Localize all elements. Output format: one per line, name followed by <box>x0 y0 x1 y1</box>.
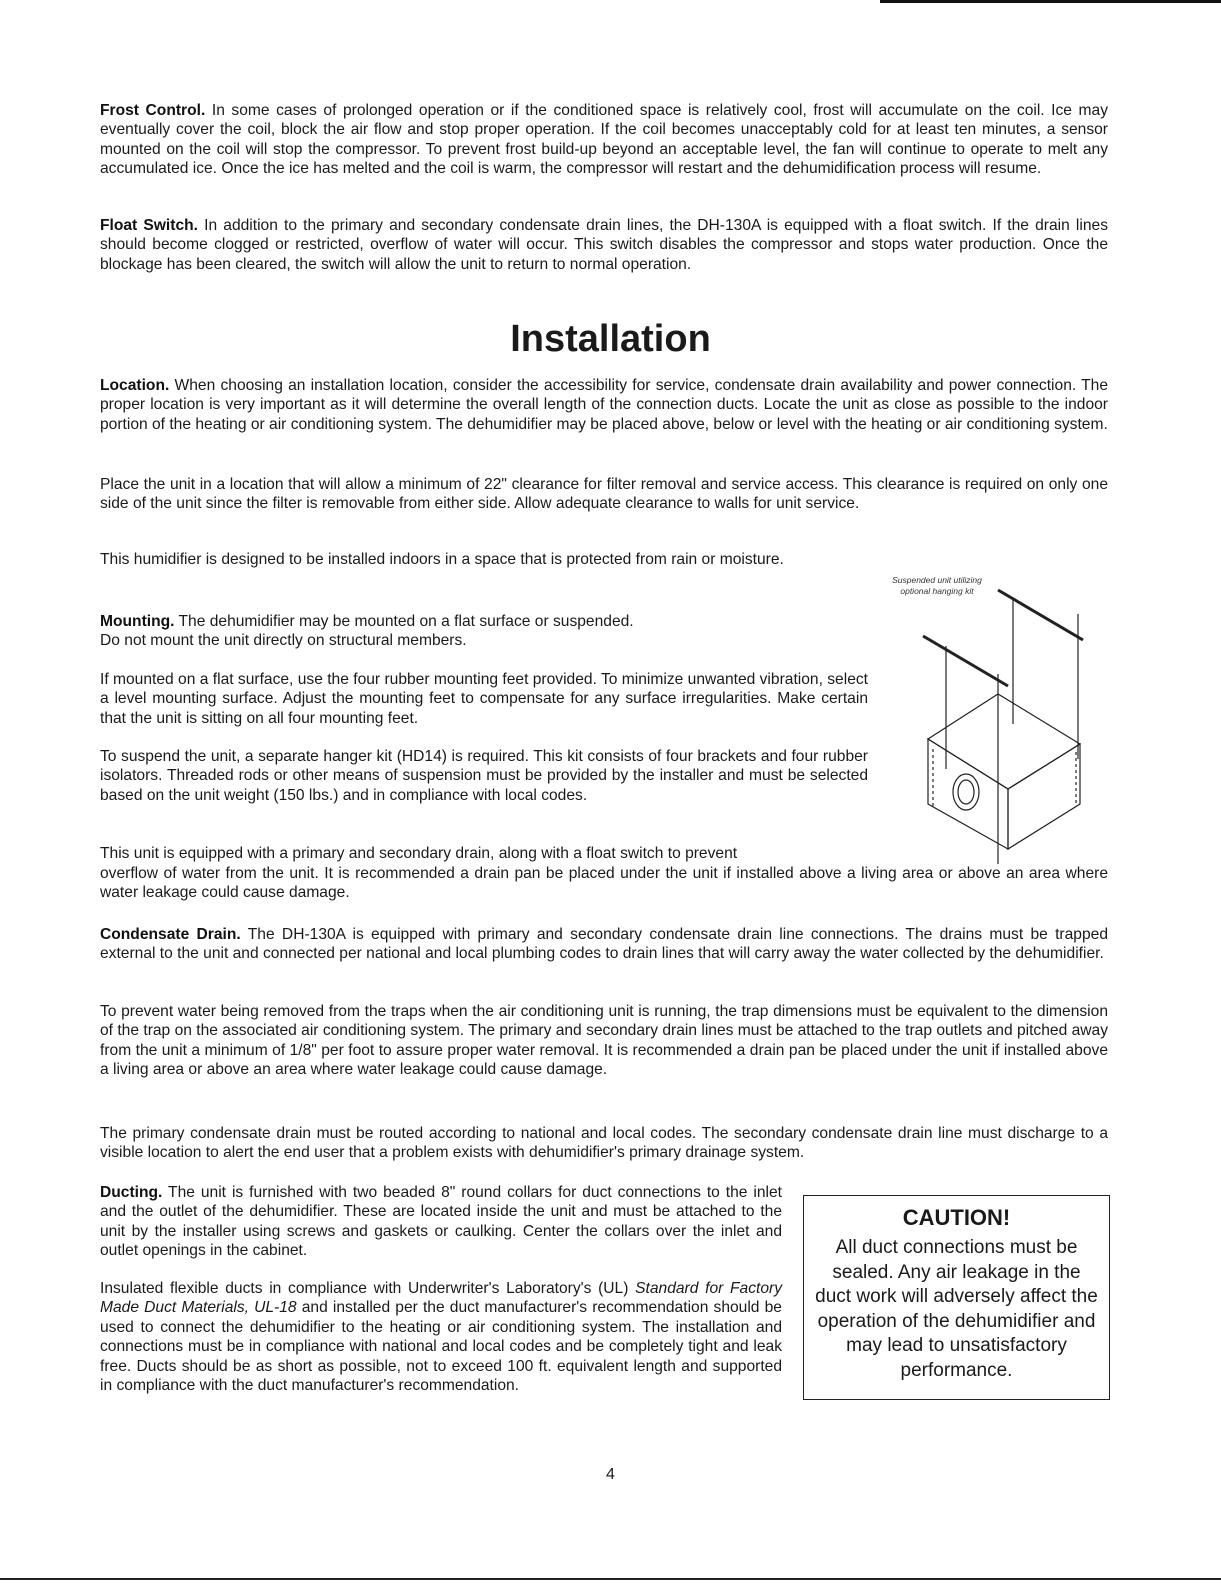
location-paragraph <box>100 376 1108 434</box>
drain-float-paragraph-a: This unit is equipped with a primary and secondary drain, along with a float switch to prevent <box>100 845 738 862</box>
trap-paragraph: To prevent water being removed from the traps when the air conditioning unit is running, the trap dimensions must be equivalent to the dimension of the trap on the associated air conditioning system. The primary and secondary drain lines must be attached to the trap outlets and pitched away from the unit a minimum of 1/8" per foot to assure proper water removal. It is recommended a drain pan be placed under the unit if installed above a living area or above an area where water leakage could cause damage. <box>100 1003 1108 1079</box>
page-number: 4 <box>606 1466 615 1483</box>
float-switch-text: In addition to the primary and secondary condensate drain lines, the DH-130A is equipped with a float switch. If the drain lines should become clogged or restricted, overflow of water will occur. This switch disables the compressor and stops water production. Once the blockage has been cleared, the switch will allow the unit to return to normal operation. <box>100 217 1108 273</box>
hanger-bracket <box>923 636 1008 686</box>
section-heading: Installation <box>510 318 711 360</box>
figure-caption-line1: Suspended unit utilizing <box>892 575 982 585</box>
duct-collar-inner <box>958 780 974 804</box>
ducting-paragraph <box>100 1183 782 1261</box>
routing-paragraph: The primary condensate drain must be routed according to national and local codes. The secondary condensate drain line must discharge to a visible location to alert the end user that a problem exists with dehumidifier's primary drainage system. <box>100 1125 1108 1162</box>
ducting-text: The unit is furnished with two beaded 8" round collars for duct connections to the inlet and the outlet of the dehumidifier. These are located inside the unit and must be attached to the unit by the installer using screws and gaskets or caulking. Center the collars over the inlet and outlet openings in the cabinet. <box>100 1184 782 1260</box>
condensate-paragraph <box>100 925 1108 964</box>
location-text: When choosing an installation location, consider the accessibility for service, condensate drain availability and power connection. The proper location is very important as it will determine the overall length of the connection ducts. Locate the unit as close as possible to the indoor portion of the heating or air conditioning system. The dehumidifier may be placed above, below or level with the heating or air conditioning system. <box>100 377 1108 433</box>
drain-float-paragraph-b: overflow of water from the unit. It is recommended a drain pan be placed under the unit if installed above a living area or above an area where water leakage could cause damage. <box>100 865 1108 902</box>
flat-surface-paragraph: If mounted on a flat surface, use the four rubber mounting feet provided. To minimize unwanted vibration, select a level mounting surface. Adjust the mounting feet to compensate for any surface irregularities. Make certain that the unit is sitting on all four mounting feet. <box>100 671 868 727</box>
unit-front <box>928 739 1008 849</box>
location-title: Location. <box>100 377 170 394</box>
frost-control-text: In some cases of prolonged operation or if the conditioned space is relatively cool, frost will accumulate on the coil. Ice may eventually cover the coil, block the air flow and stop proper operation. If the coil becomes unacceptably cold for at least ten minutes, a sensor mounted on the coil will stop the compressor. To prevent frost build-up beyond an acceptable level, the fan will continue to operate to melt any accumulated ice. Once the ice has melted and the coil is warm, the compressor will restart and the dehumidification process will resume. <box>100 102 1108 178</box>
float-switch-paragraph <box>100 216 1108 274</box>
suspend-paragraph: To suspend the unit, a separate hanger kit (HD14) is required. This kit consists of four brackets and four rubber isolators. Threaded rods or other means of suspension must be provided by the installer and must be selected based on the unit weight (150 lbs.) and in compliance with local codes. <box>100 748 868 804</box>
caution-title: CAUTION! <box>902 1205 1011 1230</box>
top-rule <box>880 0 1221 3</box>
flexible-ducts-paragraph <box>100 1279 782 1395</box>
mounting-title: Mounting. <box>100 613 175 630</box>
hanger-bracket <box>998 590 1083 640</box>
ducting-title: Ducting. <box>100 1184 163 1201</box>
frost-control-title: Frost Control. <box>100 102 206 119</box>
mounting-text: The dehumidifier may be mounted on a flat surface or suspended. <box>174 613 634 630</box>
flexible-ducts-text-b: and installed per the duct manufacturer's recommendation should be used to connect the dehumidifier to the heating or air conditioning system. The installation and connections must be in compliance with national and local codes and be completely tight and leak free. Ducts should be as short as possible, not to exceed 100 ft. equivalent length and supported in compliance with the duct manufacturer's recommendation. <box>100 1299 782 1395</box>
bottom-rule <box>0 1578 1221 1580</box>
figure-caption-line2: optional hanging kit <box>900 586 974 596</box>
caution-body: All duct connections must be sealed. Any air leakage in the duct work will adversely affect the operation of the dehumidifier and may lead to unsatisfactory performance. <box>815 1237 1098 1381</box>
mounting-paragraph <box>100 612 860 651</box>
unit-top <box>928 694 1080 789</box>
unit-side <box>1008 744 1080 849</box>
flexible-ducts-standard: Standard for Factory Made Duct Materials, UL-18 <box>100 1280 782 1317</box>
condensate-text: The DH-130A is equipped with primary and secondary condensate drain line connections. The drains must be trapped external to the unit and connected per national and local plumbing codes to drain lines that will carry away the water collected by the dehumidifier. <box>100 926 1108 963</box>
flexible-ducts-text-a: Insulated flexible ducts in compliance with Underwriter's Laboratory's (UL) <box>100 1280 636 1297</box>
mounting-warning: Do not mount the unit directly on structural members. <box>100 632 467 650</box>
clearance-paragraph: Place the unit in a location that will allow a minimum of 22" clearance for filter removal and service access. This clearance is required on only one side of the unit since the filter is removable from either side. Allow adequate clearance to walls for unit service. <box>100 476 1108 513</box>
caution-box <box>803 1195 1110 1400</box>
indoors-paragraph: This humidifier is designed to be installed indoors in a space that is protected from rain or moisture. <box>100 551 784 568</box>
suspended-unit-figure <box>868 574 1108 864</box>
frost-control-paragraph <box>100 101 1108 179</box>
condensate-title: Condensate Drain. <box>100 926 241 943</box>
float-switch-title: Float Switch. <box>100 217 198 234</box>
